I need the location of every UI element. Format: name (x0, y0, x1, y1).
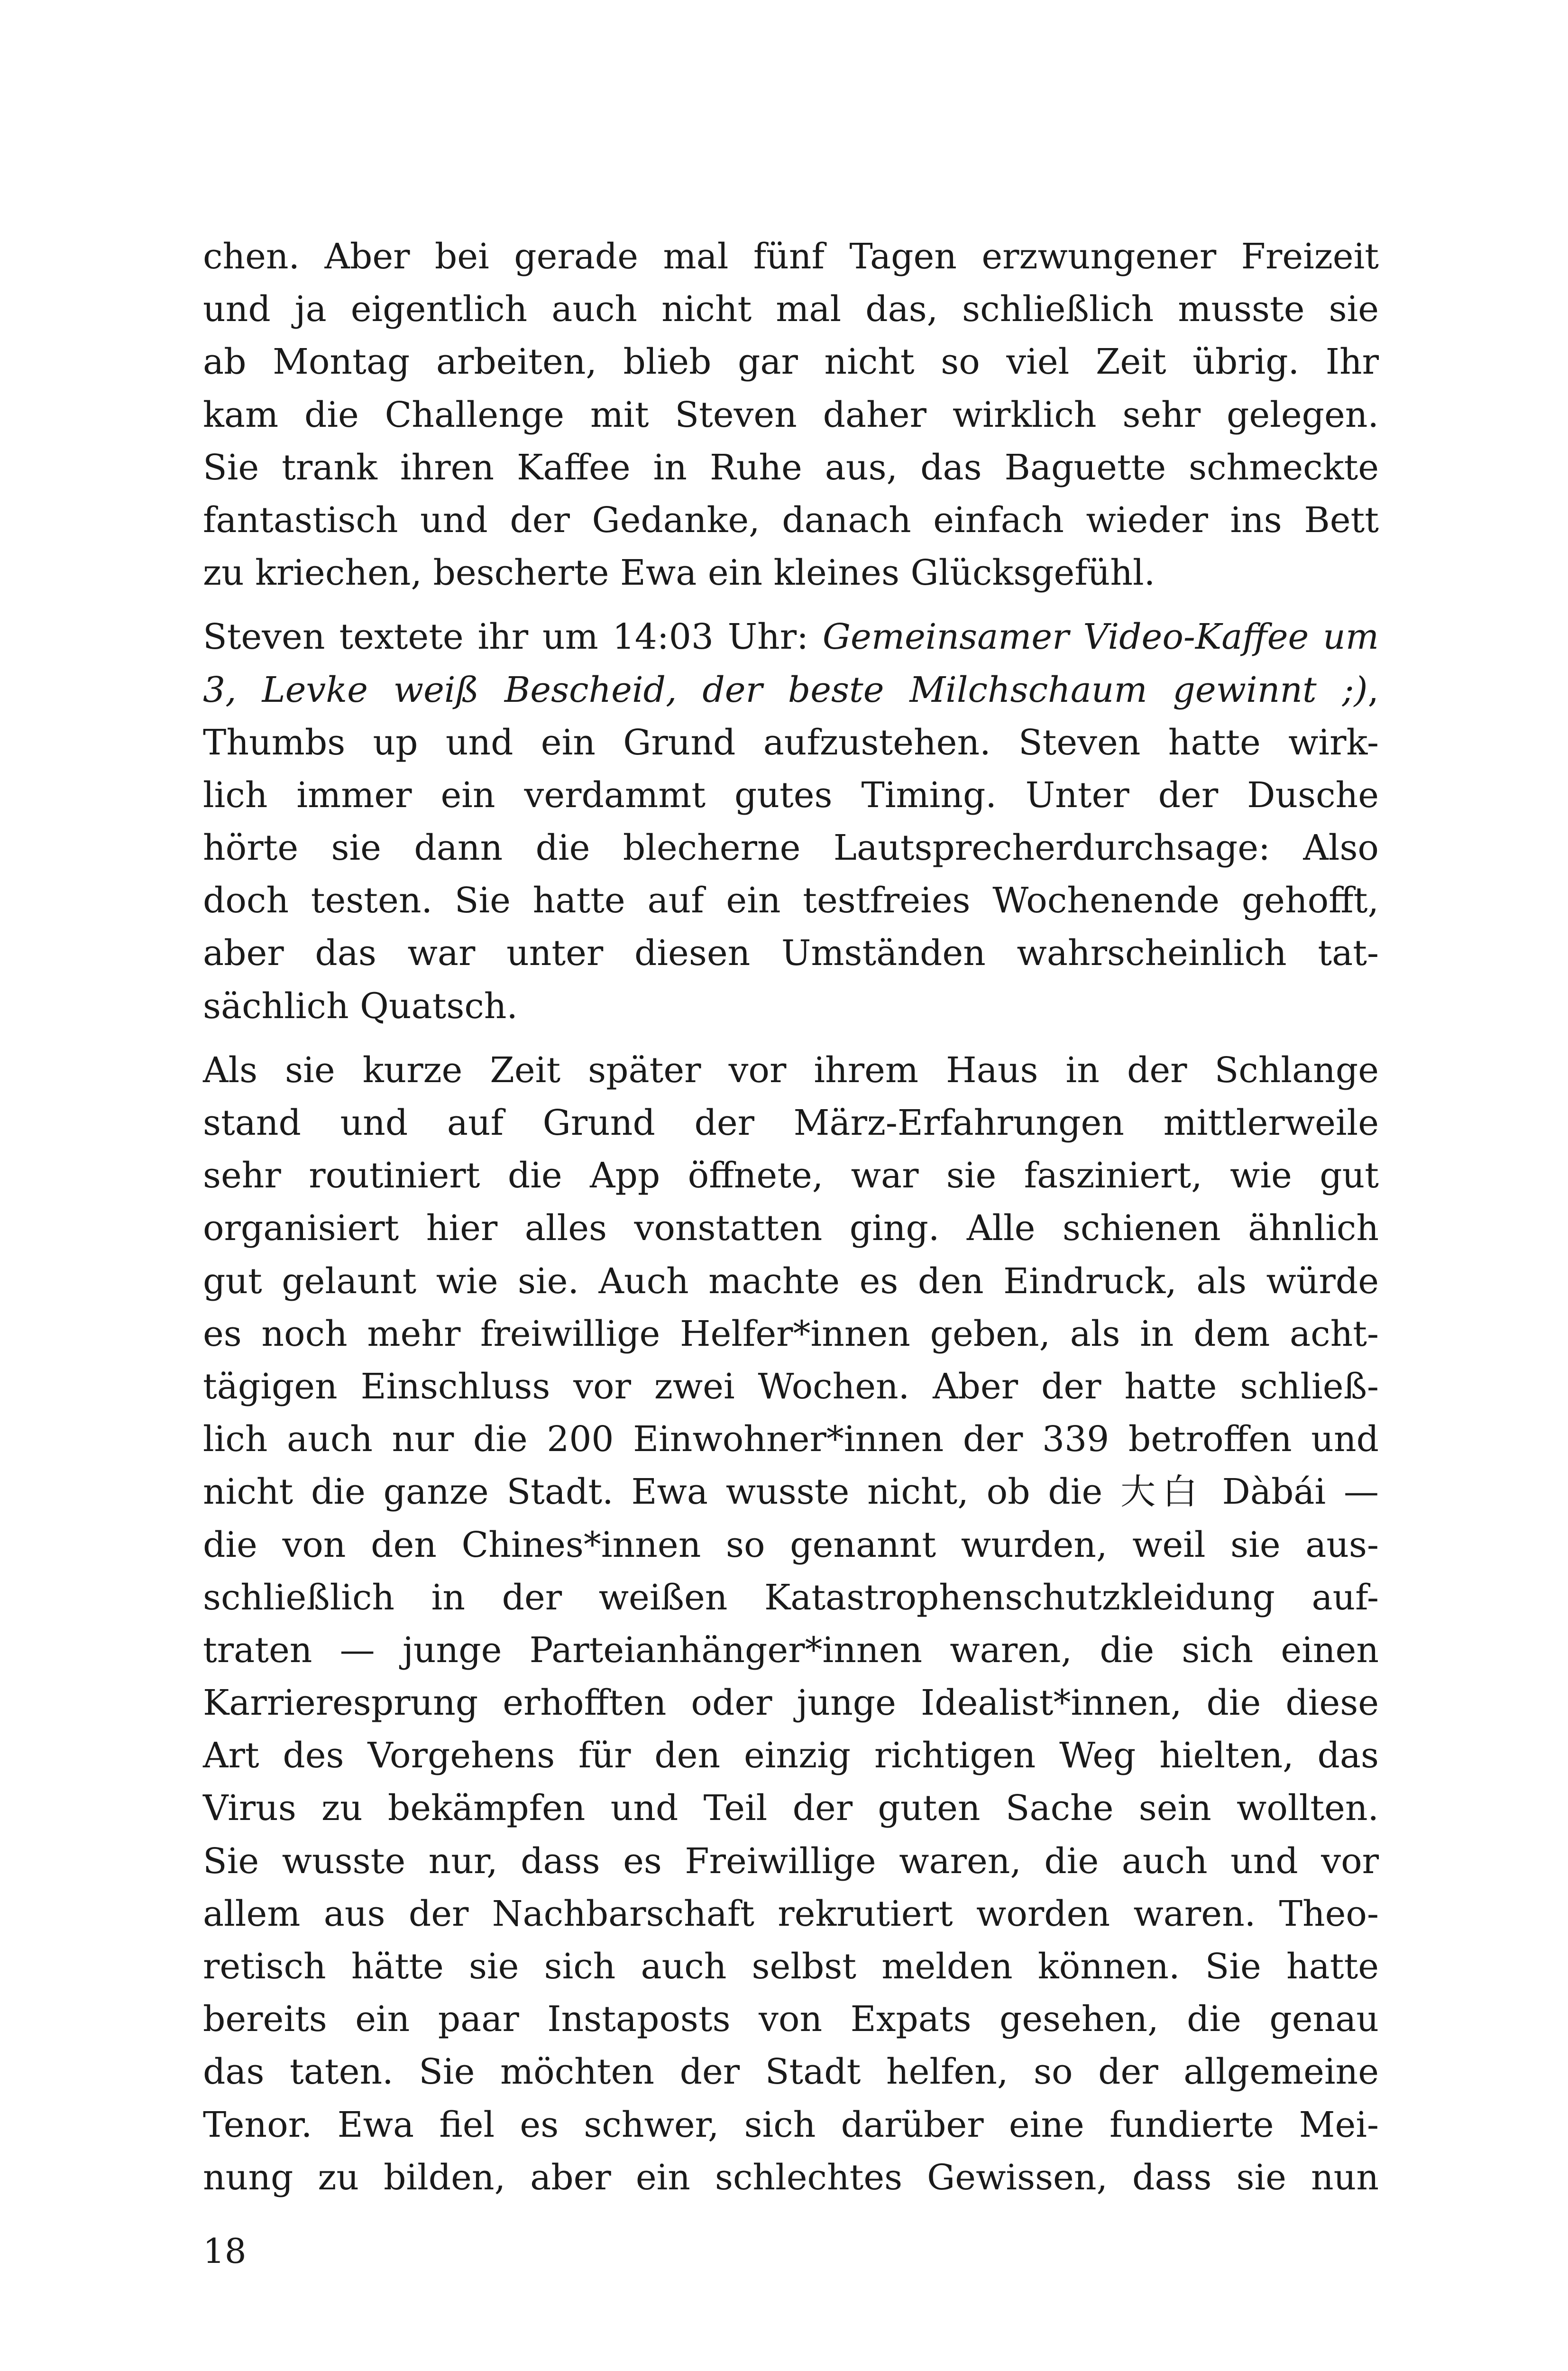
text-line: ab Montag arbeiten, blieb gar nicht so viel Zeit übrig. Ihr (203, 341, 1379, 383)
text-line (203, 611, 1379, 663)
text-line: kam die Challenge mit Steven daher wirklich sehr gelegen. (203, 394, 1379, 435)
text-line: allem aus der Nachbarschaft rekrutiert worden waren. Theo- (203, 1893, 1379, 1934)
text-line: aber das war unter diesen Umständen wahrscheinlich tat- (203, 933, 1379, 974)
text-line: Karrieresprung erhofften oder junge Idealist*innen, die diese (203, 1682, 1379, 1724)
text-line: Virus zu bekämpfen und Teil der guten Sache sein wollten. (203, 1788, 1379, 1829)
text-line: organisiert hier alles vonstatten ging. Alle schienen ähnlich (203, 1208, 1379, 1249)
text-line: es noch mehr freiwillige Helfer*innen geben, als in dem acht- (203, 1313, 1379, 1354)
text-line: gut gelaunt wie sie. Auch machte es den Eindruck, als würde (203, 1260, 1379, 1302)
paragraph-3 (203, 1044, 1379, 2204)
paragraph-2 (203, 611, 1379, 1033)
body-text (203, 230, 1379, 2204)
text-line: retisch hätte sie sich auch selbst melden können. Sie hatte (203, 1946, 1379, 1987)
text-line: doch testen. Sie hatte auf ein testfreies Wochenende gehofft, (203, 880, 1379, 921)
text-line: hörte sie dann die blecherne Lautsprecherdurchsage: Also (203, 827, 1379, 869)
text-line: Sie wusste nur, dass es Freiwillige waren, die auch und vor (203, 1840, 1379, 1882)
text-line: nung zu bilden, aber ein schlechtes Gewissen, dass sie nun (203, 2157, 1379, 2198)
text-line: bereits ein paar Instaposts von Expats gesehen, die genau (203, 1999, 1379, 2040)
text-line: stand und auf Grund der März-Erfahrungen mittlerweile (203, 1103, 1379, 1143)
text-line: Thumbs up und ein Grund aufzustehen. Steven hatte wirk- (203, 722, 1379, 763)
text-line: Tenor. Ewa fiel es schwer, sich darüber eine fundierte Mei- (203, 2104, 1379, 2145)
text-line: schließlich in der weißen Katastrophenschutzkleidung auf- (203, 1577, 1379, 1618)
text-line: fantastisch und der Gedanke, danach einfach wieder ins Bett (203, 499, 1379, 541)
paragraph-gap (203, 599, 1379, 611)
text-line: Art des Vorgehens für den einzig richtigen Weg hielten, das (203, 1735, 1379, 1776)
text-line: lich immer ein verdammt gutes Timing. Unter der Dusche (203, 774, 1379, 816)
text-line: das taten. Sie möchten der Stadt helfen, so der allgemeine (203, 2051, 1379, 2093)
text-line: sehr routiniert die App öffnete, war sie fasziniert, wie gut (203, 1155, 1379, 1196)
text-line: und ja eigentlich auch nicht mal das, schließlich musste sie (203, 289, 1379, 330)
text-line: zu kriechen, bescherte Ewa ein kleines Glücksgefühl. (203, 552, 1155, 594)
text-line: sächlich Quatsch. (203, 985, 518, 1027)
text-line: lich auch nur die 200 Einwohner*innen der 339 betroffen und (203, 1419, 1379, 1460)
italic-message: Gemeinsamer Video-Kaffee um (822, 616, 1379, 658)
text-line: die von den Chines*innen so genannt wurden, weil sie aus- (203, 1524, 1379, 1565)
italic-message: 3, Levke weiß Bescheid, der beste Milchschaum gewinnt ;) (203, 669, 1368, 710)
text-run: Steven textete ihr um 14:03 Uhr: (203, 616, 823, 658)
text-run: , (1367, 669, 1379, 710)
text-line: tägigen Einschluss vor zwei Wochen. Aber der hatte schließ- (203, 1366, 1379, 1407)
page-number: 18 (203, 2231, 247, 2271)
paragraph-gap (203, 1033, 1379, 1044)
text-line: nicht die ganze Stadt. Ewa wusste nicht, ob die 大白 Dàbái — (203, 1471, 1379, 1513)
text-line: chen. Aber bei gerade mal fünf Tagen erzwungener Freizeit (203, 236, 1379, 277)
text-line: Sie trank ihren Kaffee in Ruhe aus, das Baguette schmeckte (203, 447, 1379, 488)
text-line: Als sie kurze Zeit später vor ihrem Haus in der Schlange (203, 1049, 1379, 1091)
paragraph-1 (203, 230, 1379, 599)
text-line (203, 664, 1379, 717)
text-line: traten — junge Parteianhänger*innen waren, die sich einen (203, 1629, 1379, 1671)
